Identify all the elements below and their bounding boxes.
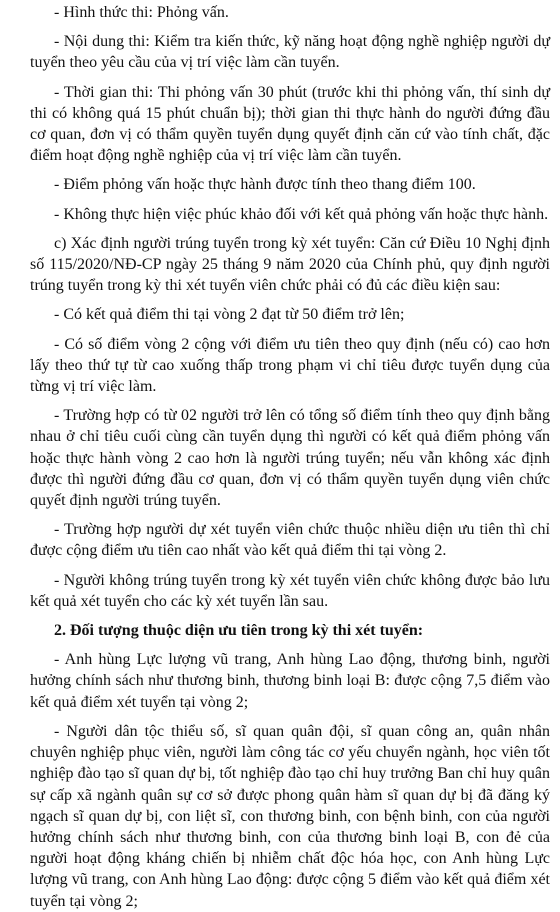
paragraph-multiple-priority: - Trường hợp người dự xét tuyển viên chức thuộc nhiều diện ưu tiên thì chỉ được cộng điểm ưu tiên cao nhất vào kết quả điểm thi tại vòng 2. bbox=[30, 521, 550, 560]
section-heading-priority: 2. Đối tượng thuộc diện ưu tiên trong kỳ thi xét tuyển: bbox=[54, 622, 424, 640]
paragraph-exam-time: - Thời gian thi: Thi phỏng vấn 30 phút (trước khi thi phỏng vấn, thí sinh dự thi có không quá 15 phút chuẩn bị); thời gian thi thực hành do người đứng đầu cơ quan, đơn vị có thẩm quyền tuyển dụng quyết định căn cứ vào tính chất, đặc điểm hoạt động nghề nghiệp của vị trí việc làm cần tuyển. bbox=[30, 83, 550, 165]
paragraph-min-score: - Có kết quả điểm thi tại vòng 2 đạt từ 50 điểm trở lên; bbox=[54, 306, 405, 324]
paragraph-exam-form: - Hình thức thi: Phỏng vấn. bbox=[54, 4, 229, 21]
paragraph-priority-7-5: - Anh hùng Lực lượng vũ trang, Anh hùng Lao động, thương binh, người hưởng chính sách như thương binh, thương binh loại B: được cộng 7,5 điểm vào kết quả điểm xét tuyển tại vòng 2; bbox=[30, 651, 550, 711]
paragraph-no-reserve: - Người không trúng tuyển trong kỳ xét tuyển viên chức không được bảo lưu kết quả xét tuyển cho các kỳ xét tuyển lần sau. bbox=[30, 571, 550, 610]
paragraph-score-scale: - Điểm phỏng vấn hoặc thực hành được tính theo thang điểm 100. bbox=[54, 176, 476, 194]
paragraph-priority-5: - Người dân tộc thiểu số, sĩ quan quân đội, sĩ quan công an, quân nhân chuyên nghiệp phục viên, người làm công tác cơ yếu chuyển ngành, học viên tốt nghiệp đào tạo sĩ quan dự bị, tốt nghiệp đào tạo chỉ huy trưởng Ban chỉ huy quân sự cấp xã ngành quân sự cơ sở được phong quân hàm sĩ quan dự bị đã đăng ký ngạch sĩ quan dự bị, con liệt sĩ, con thương binh, con bệnh binh, con của người hưởng chính sách như thương binh, con của thương binh loại B, con đẻ của người hoạt động kháng chiến bị nhiễm chất độc hóa học, con Anh hùng Lực lượng vũ trang, con Anh hùng Lao động: được cộng 5 điểm vào kết quả điểm xét tuyển tại vòng 2; bbox=[30, 722, 550, 910]
paragraph-ranking: - Có số điểm vòng 2 cộng với điểm ưu tiên theo quy định (nếu có) cao hơn lấy theo thứ tự từ cao xuống thấp trong phạm vi chỉ tiêu được tuyển dụng của từng vị trí việc làm. bbox=[30, 335, 550, 396]
paragraph-no-review: - Không thực hiện việc phúc khảo đối với kết quả phỏng vấn hoặc thực hành. bbox=[54, 205, 549, 223]
paragraph-winner-criteria: c) Xác định người trúng tuyển trong kỳ xét tuyển: Căn cứ Điều 10 Nghị định số 115/2020/NĐ-CP ngày 25 tháng 9 năm 2020 của Chính phủ, quy định người trúng tuyển trong kỳ thi xét tuyển viên chức phải có đủ các điều kiện sau: bbox=[30, 234, 550, 295]
paragraph-exam-content: - Nội dung thi: Kiểm tra kiến thức, kỹ năng hoạt động nghề nghiệp người dự tuyển theo yêu cầu của vị trí việc làm cần tuyển. bbox=[30, 33, 550, 72]
paragraph-tie-break: - Trường hợp có từ 02 người trở lên có tổng số điểm tính theo quy định bằng nhau ở chỉ tiêu cuối cùng cần tuyển dụng thì người có kết quả điểm phỏng vấn hoặc thực hành vòng 2 cao hơn là người trúng tuyển; nếu vẫn không xác định được thì người đứng đầu cơ quan, đơn vị có thẩm quyền tuyển dụng viên chức quyết định người trúng tuyển. bbox=[30, 407, 550, 510]
